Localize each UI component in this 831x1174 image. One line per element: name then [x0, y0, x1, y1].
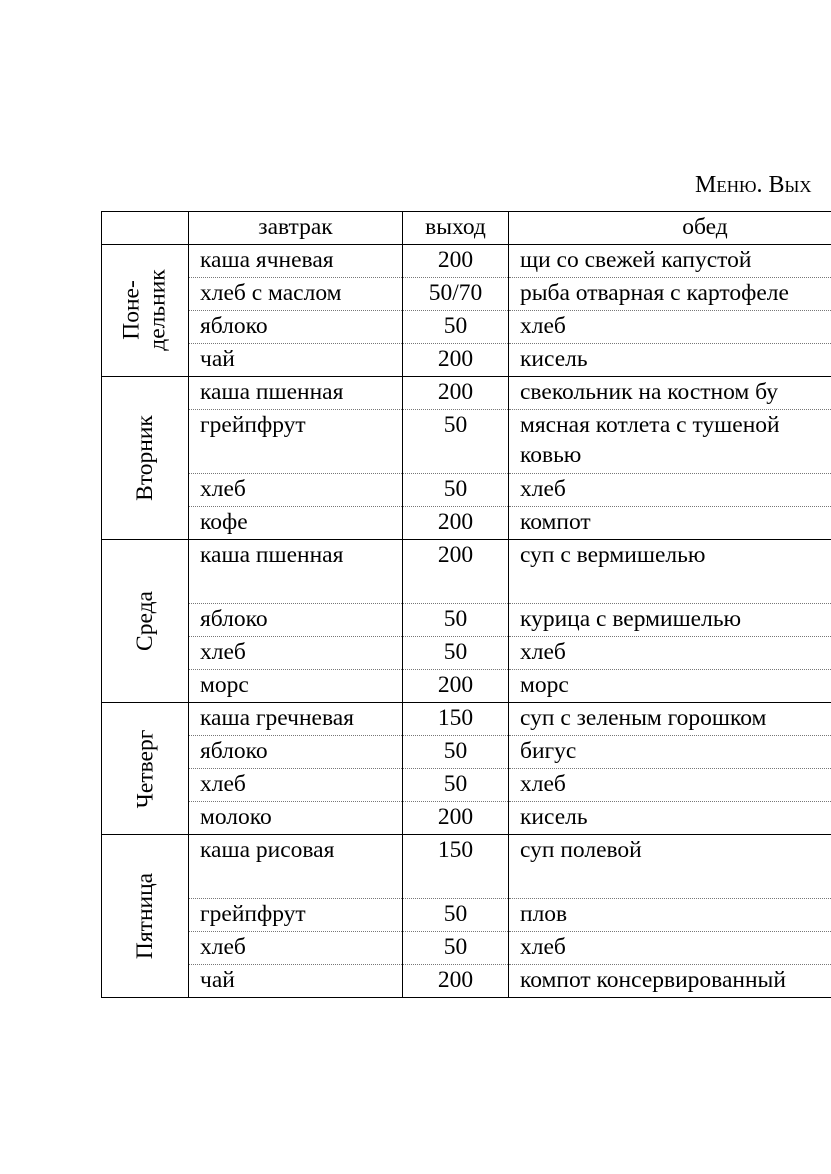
day-label — [132, 591, 158, 651]
breakfast-cell: хлеб с маслом — [189, 278, 403, 311]
day-name-line1: Пятница — [132, 872, 159, 960]
day-group-thursday — [102, 703, 831, 835]
yield-cell: 150 — [403, 703, 509, 736]
header-yield: выход — [403, 212, 509, 245]
day-name-line1: Четверг — [131, 729, 158, 808]
day-label — [132, 415, 158, 501]
lunch-cell: курица с вермишелью — [509, 604, 831, 637]
yield-cell: 50 — [403, 637, 509, 670]
lunch-cell: бигус — [509, 736, 831, 769]
lunch-cell: кисель — [509, 802, 831, 835]
breakfast-cell: морс — [189, 670, 403, 703]
yield-cell: 200 — [403, 540, 509, 604]
yield-cell: 50 — [403, 932, 509, 965]
lunch-cell: морс — [509, 670, 831, 703]
lunch-cell: хлеб — [509, 474, 831, 507]
header-day — [102, 212, 189, 245]
table-row — [102, 703, 831, 736]
day-cell-wednesday — [102, 540, 189, 703]
menu-table-wrapper — [101, 211, 831, 998]
day-cell-tuesday — [102, 377, 189, 540]
table-row — [102, 377, 831, 410]
lunch-cell: кисель — [509, 344, 831, 377]
table-row — [102, 802, 831, 835]
breakfast-cell: яблоко — [189, 736, 403, 769]
lunch-cell: щи со свежей капустой — [509, 245, 831, 278]
table-row — [102, 965, 831, 998]
breakfast-cell: кофе — [189, 507, 403, 540]
lunch-cell: суп с зеленым горошком — [509, 703, 831, 736]
yield-cell: 200 — [403, 344, 509, 377]
table-row — [102, 410, 831, 474]
yield-cell: 200 — [403, 507, 509, 540]
day-name-line1: Поне- — [119, 279, 145, 340]
day-label — [132, 729, 158, 808]
breakfast-cell: чай — [189, 965, 403, 998]
table-row — [102, 540, 831, 604]
lunch-cell: хлеб — [509, 932, 831, 965]
page-title: Меню. Вых — [695, 172, 812, 198]
breakfast-cell: каша пшенная — [189, 377, 403, 410]
table-row — [102, 637, 831, 670]
breakfast-cell: хлеб — [189, 932, 403, 965]
day-cell-friday — [102, 835, 189, 998]
day-label — [132, 873, 158, 959]
breakfast-cell: чай — [189, 344, 403, 377]
yield-cell: 50 — [403, 474, 509, 507]
breakfast-cell: каша пшенная — [189, 540, 403, 604]
yield-cell: 50 — [403, 311, 509, 344]
yield-cell: 50 — [403, 410, 509, 474]
header-lunch: обед — [509, 212, 831, 245]
yield-cell: 200 — [403, 245, 509, 278]
table-row — [102, 604, 831, 637]
breakfast-cell: молоко — [189, 802, 403, 835]
day-name-line2: дельник — [145, 268, 171, 351]
yield-cell: 50 — [403, 736, 509, 769]
day-label — [119, 269, 171, 350]
lunch-cell: плов — [509, 899, 831, 932]
breakfast-cell: каша ячневая — [189, 245, 403, 278]
lunch-cell: суп полевой — [509, 835, 831, 899]
yield-cell: 50 — [403, 899, 509, 932]
yield-cell: 150 — [403, 835, 509, 899]
breakfast-cell: яблоко — [189, 604, 403, 637]
breakfast-cell: каша гречневая — [189, 703, 403, 736]
breakfast-cell: хлеб — [189, 637, 403, 670]
yield-cell: 50 — [403, 769, 509, 802]
table-row — [102, 835, 831, 899]
lunch-cell: компот консервированный — [509, 965, 831, 998]
breakfast-cell: грейпфрут — [189, 410, 403, 474]
yield-cell: 200 — [403, 802, 509, 835]
lunch-cell: хлеб — [509, 769, 831, 802]
day-name-line1: Вторник — [132, 415, 158, 501]
yield-cell: 50 — [403, 604, 509, 637]
table-row — [102, 670, 831, 703]
lunch-cell: свекольник на костном бу — [509, 377, 831, 410]
table-row — [102, 769, 831, 802]
table-row — [102, 245, 831, 278]
day-group-friday — [102, 835, 831, 998]
day-name-line1: Среда — [132, 591, 158, 651]
yield-cell: 200 — [403, 670, 509, 703]
day-group-tuesday — [102, 377, 831, 540]
header-breakfast: завтрак — [189, 212, 403, 245]
day-cell-monday — [102, 245, 189, 377]
breakfast-cell: хлеб — [189, 474, 403, 507]
lunch-cell: хлеб — [509, 637, 831, 670]
breakfast-cell: каша рисовая — [189, 835, 403, 899]
table-row — [102, 736, 831, 769]
lunch-cell: компот — [509, 507, 831, 540]
breakfast-cell: грейпфрут — [189, 899, 403, 932]
table-row — [102, 507, 831, 540]
table-row — [102, 932, 831, 965]
yield-cell: 200 — [403, 965, 509, 998]
yield-cell: 200 — [403, 377, 509, 410]
day-group-monday — [102, 245, 831, 377]
table-row — [102, 474, 831, 507]
lunch-cell: суп с вермишелью — [509, 540, 831, 604]
lunch-cell: рыба отварная с картофеле — [509, 278, 831, 311]
table-row — [102, 344, 831, 377]
breakfast-cell: хлеб — [189, 769, 403, 802]
header-row — [102, 212, 831, 245]
yield-cell: 50/70 — [403, 278, 509, 311]
table-row — [102, 899, 831, 932]
breakfast-cell: яблоко — [189, 311, 403, 344]
day-group-wednesday — [102, 540, 831, 703]
lunch-cell — [509, 410, 831, 474]
table-row — [102, 278, 831, 311]
lunch-line2: ковью — [520, 442, 582, 468]
lunch-line1: мясная котлета с тушеной — [520, 412, 780, 438]
day-cell-thursday — [102, 703, 189, 835]
lunch-cell: хлеб — [509, 311, 831, 344]
menu-table — [101, 211, 831, 998]
table-row — [102, 311, 831, 344]
